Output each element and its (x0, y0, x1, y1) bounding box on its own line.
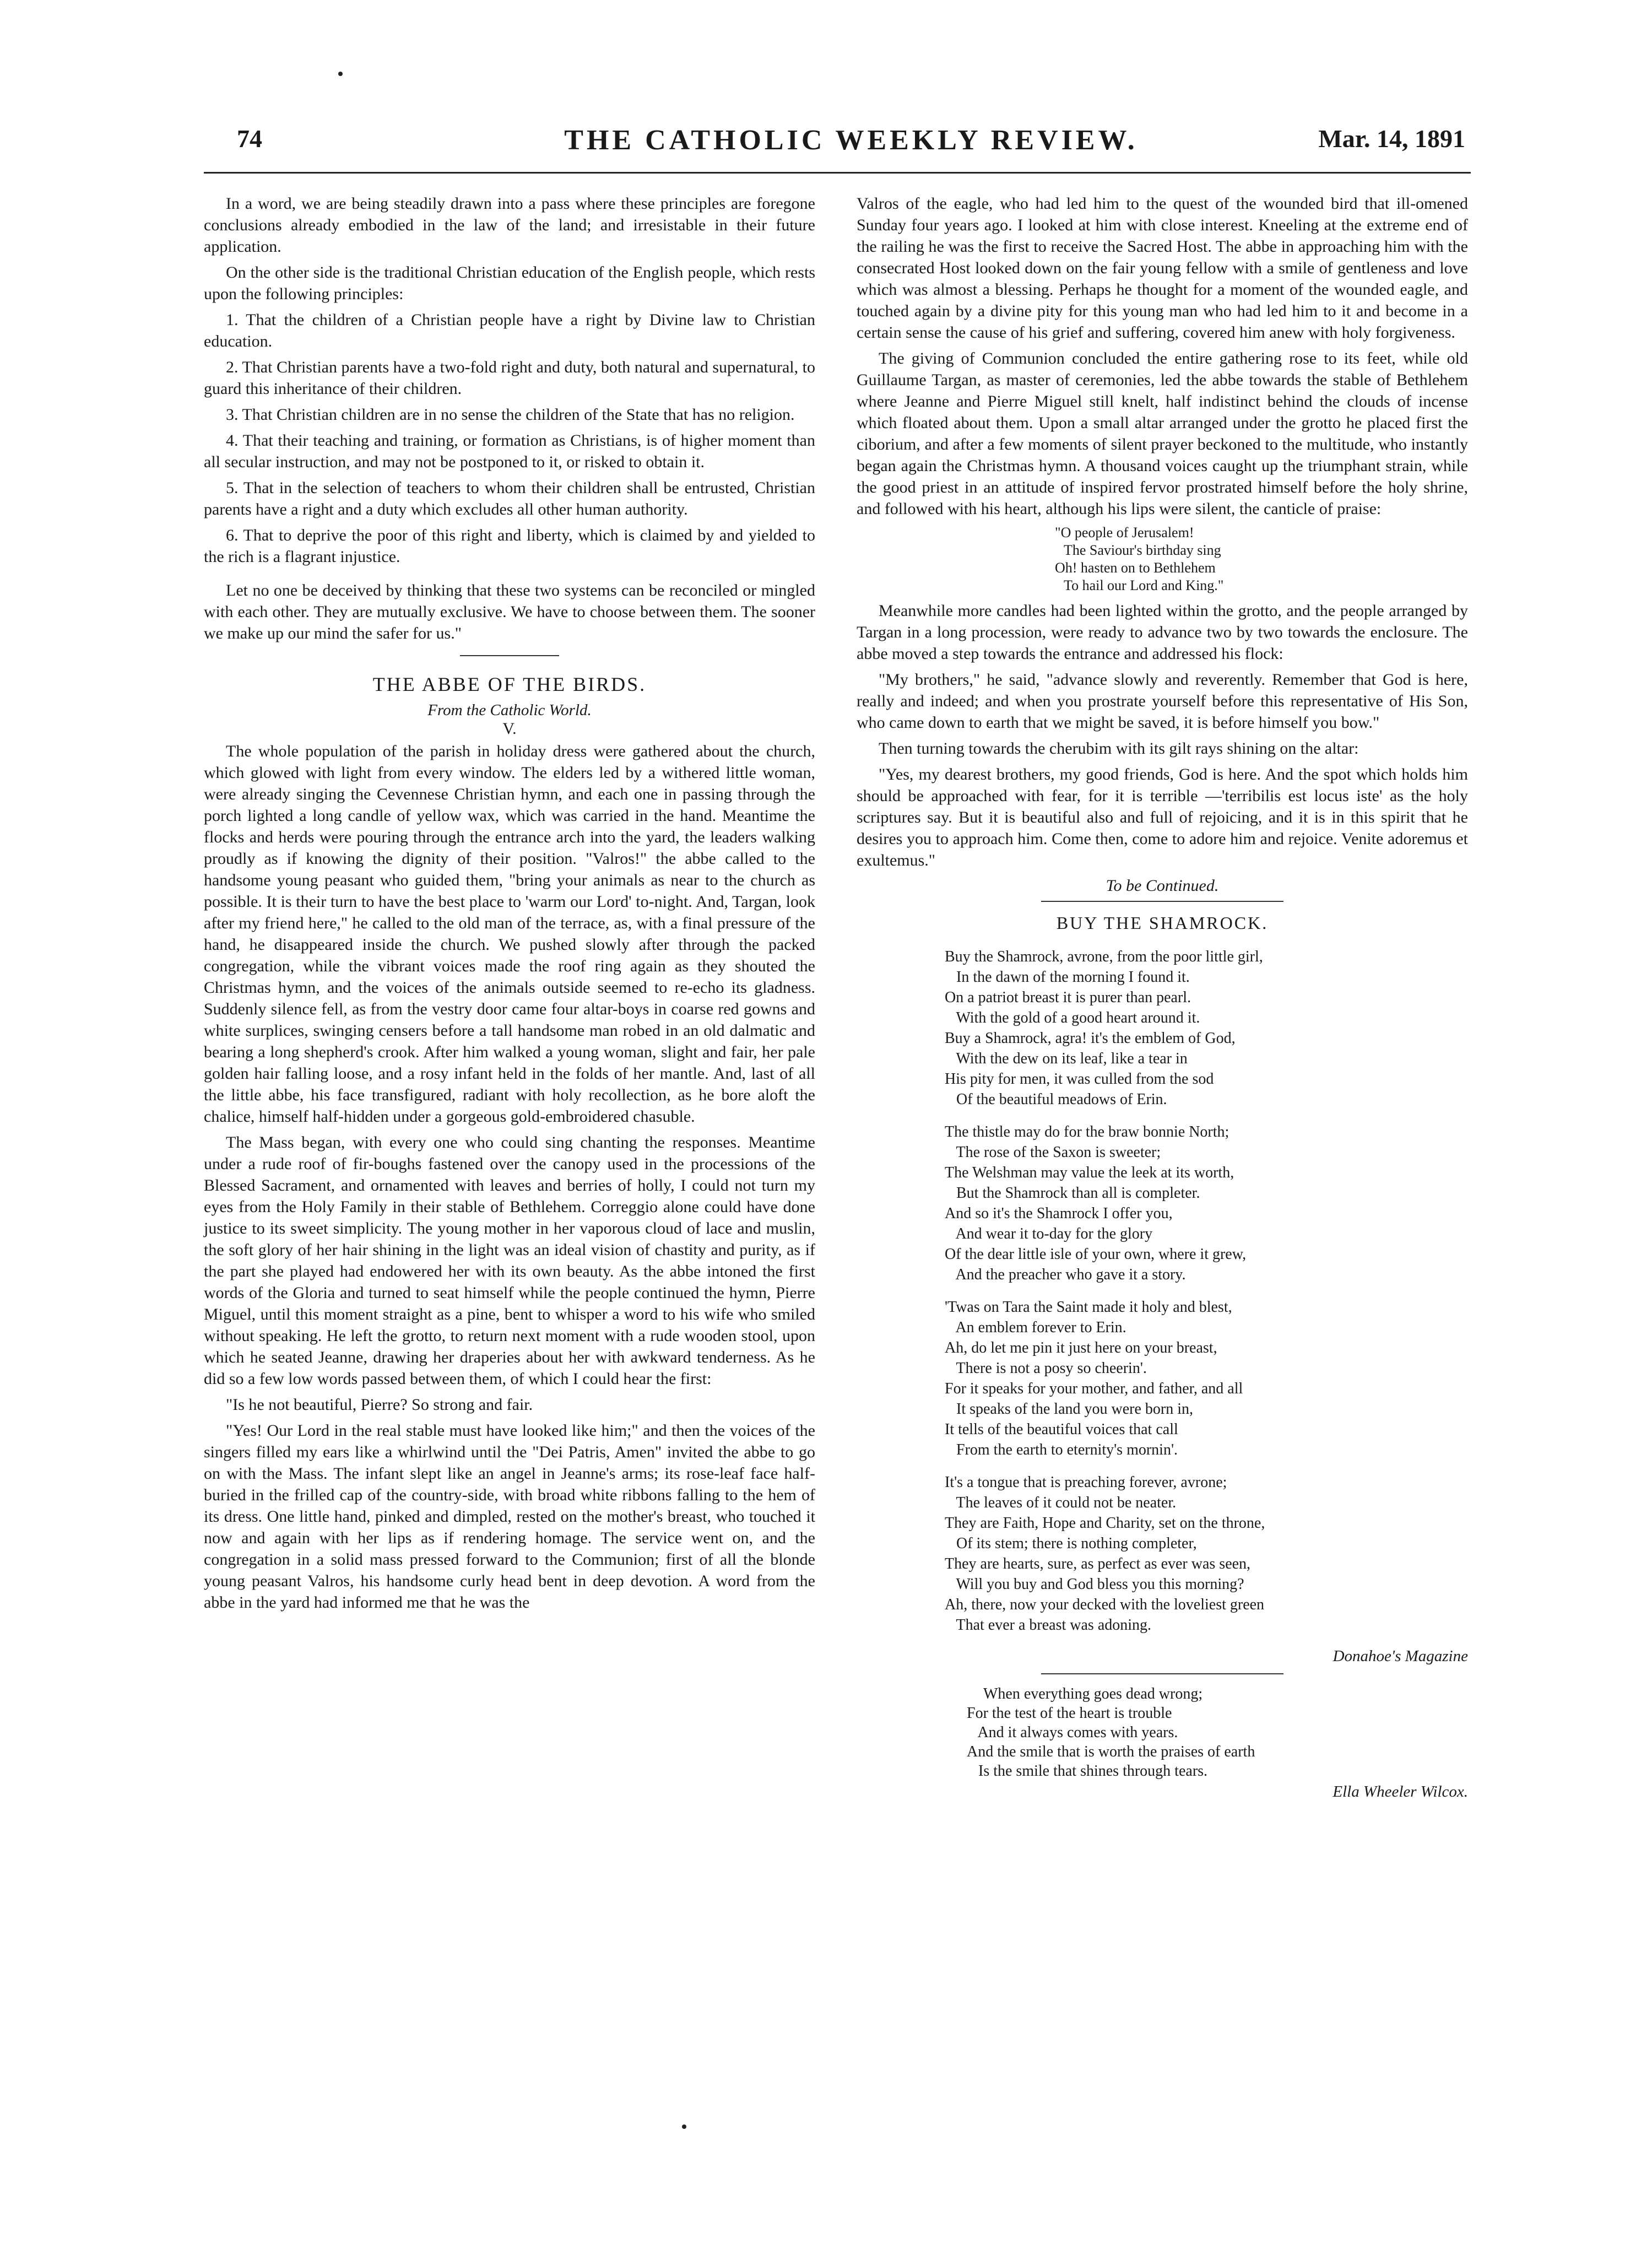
paragraph: The Mass began, with every one who could sing chanting the responses. Meantime under a rude roof of fir-boughs fastened over the canopy used in the processions of the Blessed Sacrament, and ornamented with leaves and berries of holly, I could not turn my eyes from the Holy Family in their stable of Bethlehem. Correggio alone could have done justice to its sweet simplicity. The young mother in her vaporous cloud of lace and muslin, the soft glory of her hair shining in the light was an ideal vision of chastity and purity, as if the part she played had endowered her with its own beauty. As the abbe intoned the first words of the Gloria and turned to seat himself while the people continued the hymn, Pierre Miguel, until this moment straight as a pine, bent to whisper a word to his wife who smiled without speaking. He left the grotto, to return next moment with a rude wooden stool, upon which he seated Jeanne, drawing her draperies about her with awkward tenderness. As he did so a few low words passed between them, of which I could hear the first: (204, 1133, 815, 1388)
verse-line: When everything goes dead wrong; (983, 1685, 1203, 1702)
poem-line: On a patriot breast it is purer than pearl. (945, 989, 1191, 1006)
poem-line: Ah, there, now your decked with the loveliest green (945, 1596, 1265, 1613)
ink-speck (682, 2124, 686, 2129)
paragraph: "Yes! Our Lord in the real stable must have looked like him;" and then the voices of the singers filled my ears like a whirlwind until the "Dei Patris, Amen" invited the abbe to go on with the Mass. The infant slept like an angel in Jeanne's arms; its rose-leaf face half-buried in the frilled cap of the country-side, with broad white ribbons falling to the hem of its dress. One little hand, pinked and dimpled, rested on the mother's breast, who touched it now and again with her lips as if rendering homage. The service went on, and the congregation in a solid mass pressed forward to the Communion; first of all the blonde young peasant Valros, his handsome curly head bent in deep devotion. A word from the abbe in the yard had informed me that he was the (204, 1421, 815, 1612)
paragraph: "Yes, my dearest brothers, my good friends, God is here. And the spot which holds him should be approached with fear, for it is terrible —'terribilis est locus iste' as the holy scriptures say. But it is beautiful also and full of rejoicing, and it is in this spirit that he desires you to approach him. Come then, come to adore him and rejoice. Venite adoremus et exultemus." (857, 765, 1468, 869)
poem-line: The leaves of it could not be neater. (945, 1494, 1177, 1511)
poem-line: And so it's the Shamrock I offer you, (945, 1205, 1173, 1222)
principles-list (204, 309, 815, 567)
stanza (945, 1122, 1468, 1285)
story-part: V. (502, 720, 517, 738)
poem-line: It's a tongue that is preaching forever, avrone; (945, 1474, 1227, 1491)
paragraph: In a word, we are being steadily drawn into a pass where these principles are foregone conclusions already embodied in the law of the land; and irresistable in their future application. (204, 194, 815, 256)
publication-title: THE CATHOLIC WEEKLY REVIEW. (564, 125, 1138, 156)
list-item: 5. That in the selection of teachers to whom their children shall be entrusted, Christian parents have a right and a duty which excludes all other human authority. (204, 479, 815, 518)
poem-source: Donahoe's Magazine (1333, 1647, 1468, 1665)
poem-line: It speaks of the land you were born in, (945, 1401, 1193, 1418)
section-divider (1041, 1673, 1283, 1674)
paragraph: Then turning towards the cherubim with its gilt rays shining on the altar: (879, 739, 1359, 758)
poem-line: 'Twas on Tara the Saint made it holy and blest, (945, 1299, 1232, 1316)
poem-line: Will you buy and God bless you this morning? (945, 1576, 1244, 1593)
poem-line: The thistle may do for the braw bonnie North; (945, 1123, 1229, 1140)
poem-line: Buy the Shamrock, avrone, from the poor little girl, (945, 948, 1263, 965)
verse-line: And it always comes with years. (967, 1724, 1178, 1741)
verse-line: And the smile that is worth the praises of earth (967, 1743, 1255, 1760)
list-item: 1. That the children of a Christian people have a right by Divine law to Christian education. (204, 311, 815, 350)
paragraph: Let no one be deceived by thinking that these two systems can be reconciled or mingled with each other. They are mutually exclusive. We have to choose between them. The sooner we make up our mind the safer for us." (204, 581, 815, 642)
poem-line: It tells of the beautiful voices that call (945, 1421, 1178, 1438)
stanza (945, 1297, 1468, 1460)
verse-author: Ella Wheeler Wilcox. (1333, 1783, 1468, 1801)
to-be-continued: To be Continued. (1106, 877, 1219, 895)
poem-line: Of the dear little isle of your own, where it grew, (945, 1246, 1247, 1263)
issue-date: Mar. 14, 1891 (1318, 125, 1465, 153)
left-column (204, 193, 815, 1618)
poem-line: They are Faith, Hope and Charity, set on the throne, (945, 1515, 1265, 1532)
ink-speck (338, 72, 343, 76)
paragraph: "Is he not beautiful, Pierre? So strong and fair. (226, 1396, 533, 1414)
poem (945, 947, 1468, 1635)
poem-title: BUY THE SHAMROCK. (1056, 913, 1269, 933)
poem-line: And the preacher who gave it a story. (945, 1266, 1186, 1283)
page-number: 74 (237, 125, 262, 153)
verse-line: The Saviour's birthday sing (1064, 542, 1221, 558)
verse-line: Is the smile that shines through tears. (967, 1763, 1208, 1780)
poem-line: With the gold of a good heart around it. (945, 1009, 1200, 1026)
paragraph: The giving of Communion concluded the entire gathering rose to its feet, while old Guillaume Targan, as master of ceremonies, led the abbe towards the stable of Bethlehem where Jeanne and Pierre Miguel still knelt, half indistinct behind the clouds of incense which floated about them. Upon a small altar arranged under the grotto he placed first the ciborium, and after a few moments of silent prayer beckoned to the multitude, who instantly began again the Christmas hymn. A thousand voices caught up the triumphant strain, while the good priest in an attitude of inspired fervor prostrated himself before the holy shrine, and followed with his heart, although his lips were silent, the canticle of praise: (857, 349, 1468, 518)
poem-line: Of the beautiful meadows of Erin. (945, 1091, 1167, 1108)
poem-line: Of its stem; there is nothing completer, (945, 1535, 1197, 1552)
poem-line: The rose of the Saxon is sweeter; (945, 1144, 1161, 1161)
verse-line: For the test of the heart is trouble (967, 1705, 1172, 1722)
poem-line: Ah, do let me pin it just here on your breast, (945, 1339, 1217, 1356)
verse-line: To hail our Lord and King." (1064, 577, 1224, 593)
header-rule (204, 172, 1471, 174)
poem-line: From the earth to eternity's mornin'. (945, 1441, 1178, 1458)
poem-line: And wear it to-day for the glory (945, 1225, 1153, 1242)
poem-line: But the Shamrock than all is completer. (945, 1185, 1200, 1202)
poem-line: Buy a Shamrock, agra! it's the emblem of God, (945, 1030, 1236, 1047)
paragraph: Valros of the eagle, who had led him to the quest of the wounded bird that ill-omened Sunday four years ago. I looked at him with close interest. Kneeling at the extreme end of the railing he was the first to receive the Sacred Host. The abbe in approaching him with the consecrated Host looked down on the fair young fellow with a smile of gentleness and love which was almost a blessing. Perhaps he thought for a moment of the wounded eagle, and touched again by a divine pity for this young man who had led him to it and become in a certain sense the cause of his grief and suffering, covered him anew with holy forgiveness. (857, 194, 1468, 342)
poem-line: There is not a posy so cheerin'. (945, 1360, 1147, 1377)
poem-line: The Welshman may value the leek at its worth, (945, 1164, 1234, 1181)
poem-line: His pity for men, it was culled from the sod (945, 1071, 1214, 1088)
poem-line: In the dawn of the morning I found it. (945, 969, 1190, 986)
closing-verse (967, 1684, 1468, 1781)
section-divider (1041, 901, 1283, 902)
list-item: 2. That Christian parents have a two-fold right and duty, both natural and supernatural, to guard this inheritance of their children. (204, 358, 815, 398)
paragraph: The whole population of the parish in holiday dress were gathered about the church, which glowed with light from every window. The elders led by a withered little woman, were already singing the Cevennese Christian hymn, and each one in passing through the porch lighted a long candle of yellow wax, which was carried in the hand. Meantime the flocks and herds were pouring through the entrance arch into the yard, the leaders walking proudly as if knowing the dignity of their position. "Valros!" the abbe called to the handsome young peasant who guided them, "bring your animals as near to the church as possible. It is their turn to have the best place to 'warm our Lord' to-night. And, Targan, look after my friend here," he called to the old man of the terrace, as, with a final pressure of the hand, he disappeared inside the church. We pushed slowly after through the packed congregation, while the vibrant voices made the roof ring again as they shouted the Christmas hymn, and the voices of the animals outside seemed to re-echo its gladness. Suddenly silence fell, as from the vestry door came four altar-boys in coarse red gowns and white surplices, swinging censers before a tall handsome man robed in an old dalmatic and bearing a long shepherd's crook. After him walked a young woman, slight and fair, her pale golden hair falling loose, and a rosy infant held in the folds of her mantle. And, last of all the little abbe, his face transfigured, radiant with holy recollection, as he bore aloft the chalice, himself half-hidden under a gorgeous gold-embroidered chasuble. (204, 742, 815, 1126)
poem-line: With the dew on its leaf, like a tear in (945, 1050, 1188, 1067)
stanza (945, 1472, 1468, 1635)
poem-line: An emblem forever to Erin. (945, 1319, 1126, 1336)
page-header (237, 124, 1465, 163)
verse-line: Oh! hasten on to Bethlehem (1055, 560, 1216, 576)
section-divider (460, 655, 559, 656)
list-item: 3. That Christian children are in no sense the children of the State that has no religion. (226, 406, 795, 424)
right-column (857, 193, 1468, 1807)
canticle-verse (1055, 524, 1468, 594)
paragraph: On the other side is the traditional Christian education of the English people, which rests upon the following principles: (204, 263, 815, 303)
story-title: THE ABBE OF THE BIRDS. (372, 673, 647, 695)
poem-line: That ever a breast was adoning. (945, 1617, 1152, 1634)
poem-line: They are hearts, sure, as perfect as ever was seen, (945, 1555, 1251, 1572)
list-item: 4. That their teaching and training, or formation as Christians, is of higher moment than all secular instruction, and may not be postponed to it, or risked to obtain it. (204, 431, 815, 471)
list-item: 6. That to deprive the poor of this right and liberty, which is claimed by and yielded to the rich is a flagrant injustice. (204, 526, 815, 566)
poem-line: For it speaks for your mother, and father, and all (945, 1380, 1243, 1397)
verse-line: "O people of Jerusalem! (1055, 525, 1194, 540)
stanza (945, 947, 1468, 1110)
story-source: From the Catholic World. (427, 701, 592, 719)
paragraph: "My brothers," he said, "advance slowly and reverently. Remember that God is here, really and indeed; and when you prostrate yourself before this representative of His Son, who came down to earth that we might be saved, it is before himself you bow." (857, 671, 1468, 732)
paragraph: Meanwhile more candles had been lighted within the grotto, and the people arranged by Targan in a long procession, were ready to advance two by two towards the enclosure. The abbe moved a step towards the entrance and addressed his flock: (857, 602, 1468, 663)
